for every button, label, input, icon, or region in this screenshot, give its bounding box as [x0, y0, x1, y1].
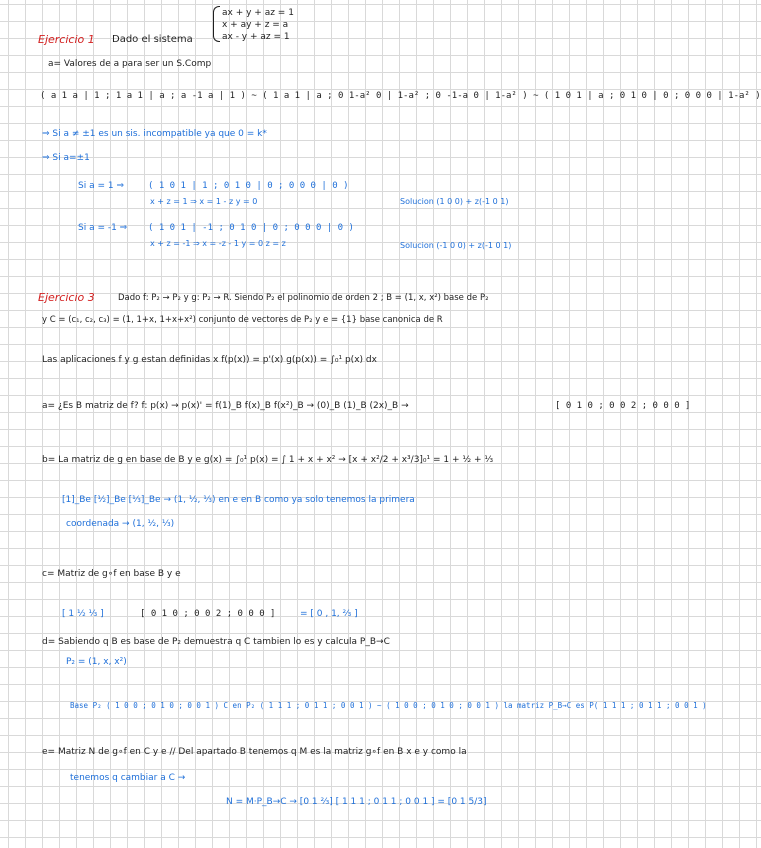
- ex3-part-c-matrix: [ 0 1 0 ; 0 0 2 ; 0 0 0 ]: [140, 609, 276, 619]
- exercise-1-intro: Dado el sistema: [112, 34, 193, 45]
- exercise-1-title: Ejercicio 1: [38, 33, 95, 46]
- case-2-equations: x + z = -1 ⇒ x = -z - 1 y = 0 z = z: [150, 239, 286, 248]
- system-brace: [213, 6, 220, 42]
- ex3-part-b-coords: [1]_Be [½]_Be [⅓]_Be → (1, ½, ⅓) en e en B como ya solo tenemos la primera: [62, 495, 415, 505]
- exercise-3-title: Ejercicio 3: [38, 291, 95, 304]
- case-1-matrix: ( 1 0 1 | 1 ; 0 1 0 | 0 ; 0 0 0 | 0 ): [148, 181, 349, 191]
- case-1-solution: Solucion (1 0 0) + z(-1 0 1): [400, 197, 509, 206]
- case-1-label: Si a = 1 ⇒: [78, 181, 124, 191]
- system-eq-3: ax - y + az = 1: [222, 32, 290, 42]
- case-2-solution: Solucion (-1 0 0) + z(-1 0 1): [400, 241, 512, 250]
- ex3-part-e: e= Matriz N de g∘f en C y e // Del apartado B tenemos q M es la matriz g∘f en B x e y como la: [42, 747, 467, 757]
- system-eq-1: ax + y + az = 1: [222, 8, 294, 18]
- ex1-part-a: a= Valores de a para ser un S.Comp: [48, 59, 212, 69]
- ex1-note-incompatible: ⇒ Si a ≠ ±1 es un sis. incompatible ya que 0 = k*: [42, 129, 267, 139]
- ex1-note-cases: ⇒ Si a=±1: [42, 153, 90, 163]
- ex3-part-e-result: N = M·P_B→C → [0 1 ⅔] [ 1 1 1 ; 0 1 1 ; 0 0 1 ] = [0 1 5/3]: [226, 797, 487, 807]
- ex3-part-c-row: [ 1 ½ ⅓ ]: [62, 609, 104, 619]
- ex3-part-e-change: tenemos q cambiar a C →: [70, 773, 186, 783]
- ex3-definitions: Las aplicaciones f y g estan definidas x f(p(x)) = p'(x) g(p(x)) = ∫₀¹ p(x) dx: [42, 355, 377, 365]
- ex3-statement-1: Dado f: P₂ → P₂ y g: P₂ → R. Siendo P₂ el polinomio de orden 2 ; B = (1, x, x²) base de P₂: [118, 293, 489, 303]
- ex3-part-d-basis: P₂ = (1, x, x²): [66, 657, 127, 667]
- ex1-matrix-chain: ( a 1 a | 1 ; 1 a 1 | a ; a -1 a | 1 ) ~ ( 1 a 1 | a ; 0 1-a² 0 | 1-a² ; 0 -1-a 0 | 1-a² ) ~ ( 1 0 1 | a ; 0 1 0 | 0 ; 0 0 0 | 1-a² ): [40, 91, 761, 101]
- ex3-part-b: b= La matriz de g en base de B y e g(x) = ∫₀¹ p(x) = ∫ 1 + x + x² → [x + x²/2 + x³/3]₀¹ = 1 + ½ + ⅓: [42, 455, 494, 465]
- ex3-part-b-result: coordenada → (1, ½, ⅓): [66, 519, 175, 529]
- case-1-equations: x + z = 1 ⇒ x = 1 - z y = 0: [150, 197, 258, 206]
- ex3-part-a: a= ¿Es B matriz de f? f: p(x) → p(x)' = f(1)_B f(x)_B f(x²)_B → (0)_B (1)_B (2x)_B →: [42, 401, 409, 411]
- case-2-matrix: ( 1 0 1 | -1 ; 0 1 0 | 0 ; 0 0 0 | 0 ): [148, 223, 354, 233]
- ex3-part-c-product: = [ 0 , 1, ⅔ ]: [300, 609, 358, 619]
- ex3-part-d-matrices: Base P₂ ( 1 0 0 ; 0 1 0 ; 0 0 1 ) C en P₂ ( 1 1 1 ; 0 1 1 ; 0 0 1 ) ~ ( 1 0 0 ; 0 1 0 ; 0 0 1 ) la matriz P_B→C es P( 1 1 1 ; 0 1 1 ; 0 0 1 ): [70, 701, 707, 710]
- ex3-part-c: c= Matriz de g∘f en base B y e: [42, 569, 181, 579]
- ex3-matrix-f: [ 0 1 0 ; 0 0 2 ; 0 0 0 ]: [555, 401, 691, 411]
- ex3-statement-2: y C = (c₁, c₂, c₃) = (1, 1+x, 1+x+x²) conjunto de vectores de P₂ y e = {1} base canonica de R: [42, 315, 443, 325]
- ex3-part-d: d= Sabiendo q B es base de P₂ demuestra q C tambien lo es y calcula P_B→C: [42, 637, 390, 647]
- case-2-label: Si a = -1 ⇒: [78, 223, 128, 233]
- system-eq-2: x + ay + z = a: [222, 20, 289, 30]
